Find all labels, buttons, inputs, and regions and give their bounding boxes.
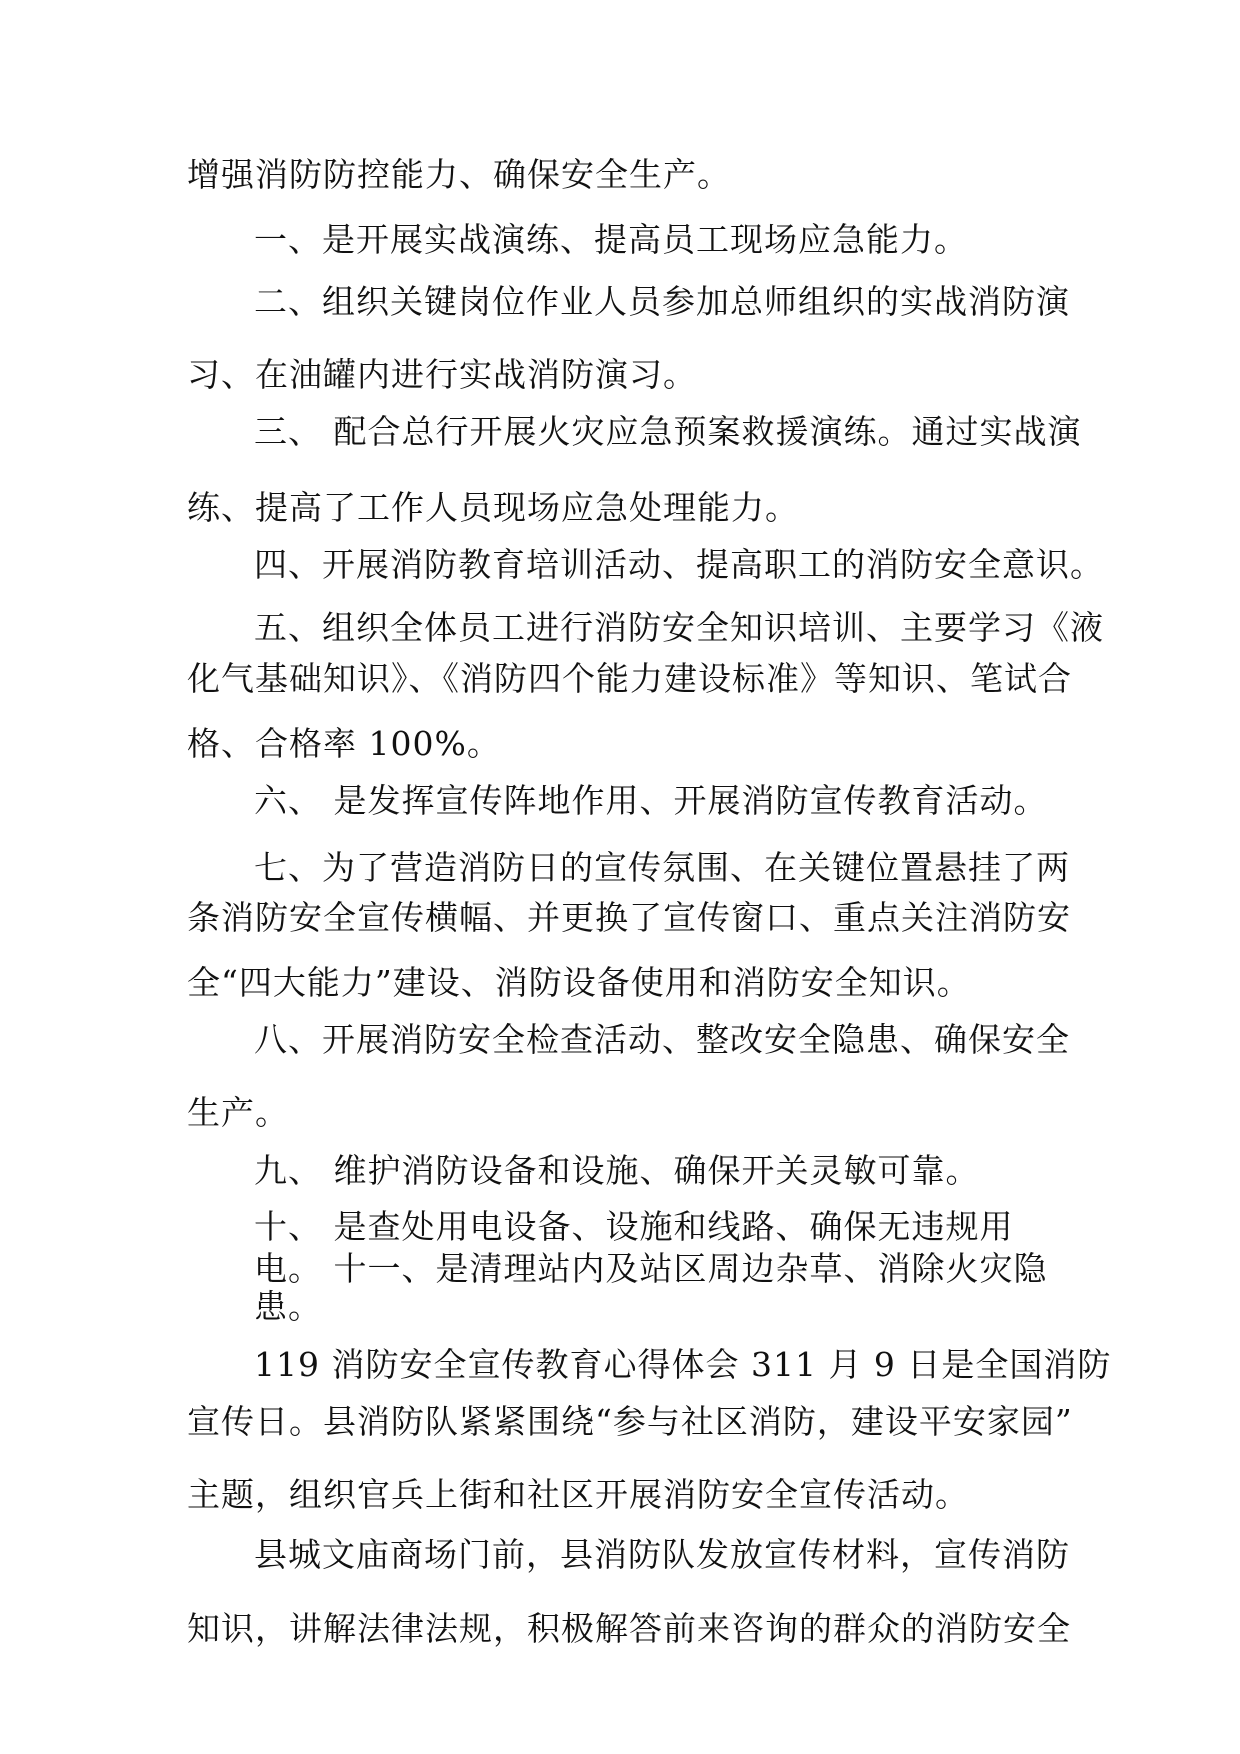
text-line: 化气基础知识》、《消防四个能力建设标准》等知识、笔试合 [187, 659, 1072, 698]
text-line: 宣传日。县消防队紧紧围绕“参与社区消防，建设平安家园” [187, 1402, 1073, 1441]
text-line: 练、提高了工作人员现场应急处理能力。 [187, 488, 799, 527]
text-line: 县城文庙商场门前，县消防队发放宣传材料，宣传消防 [254, 1535, 1070, 1574]
text-line: 条消防安全宣传横幅、并更换了宣传窗口、重点关注消防安 [187, 898, 1071, 937]
text-line: 六、 是发挥宣传阵地作用、开展消防宣传教育活动。 [254, 781, 1048, 820]
text-line: 四、开展消防教育培训活动、提高职工的消防安全意识。 [254, 545, 1104, 584]
text-line: 知识，讲解法律法规，积极解答前来咨询的群众的消防安全 [187, 1609, 1071, 1648]
text-line: 生产。 [187, 1093, 289, 1132]
text-line: 三、 配合总行开展火灾应急预案救援演练。通过实战演 [254, 412, 1082, 451]
text-line: 电。 十一、是清理站内及站区周边杂草、消除火灾隐 [254, 1249, 1048, 1288]
text-line: 九、 维护消防设备和设施、确保开关灵敏可靠。 [254, 1151, 980, 1190]
text-line: 习、在油罐内进行实战消防演习。 [187, 355, 697, 394]
text-line: 七、为了营造消防日的宣传氛围、在关键位置悬挂了两 [254, 848, 1070, 887]
text-line: 增强消防防控能力、确保安全生产。 [187, 155, 731, 194]
text-line: 119 消防安全宣传教育心得体会 311 月 9 日是全国消防 [254, 1345, 1112, 1384]
text-line: 八、开展消防安全检查活动、整改安全隐患、确保安全 [254, 1020, 1070, 1059]
text-line: 一、是开展实战演练、提高员工现场应急能力。 [254, 220, 968, 259]
text-line: 患。 [254, 1287, 322, 1326]
text-line: 二、组织关键岗位作业人员参加总师组织的实战消防演 [254, 282, 1070, 321]
text-line: 格、合格率 100%。 [187, 724, 501, 763]
text-line: 十、 是查处用电设备、设施和线路、确保无违规用 [254, 1207, 1014, 1246]
text-line: 主题，组织官兵上街和社区开展消防安全宣传活动。 [187, 1475, 969, 1514]
text-line: 五、组织全体员工进行消防安全知识培训、主要学习《液 [254, 608, 1104, 647]
text-line: 全“四大能力”建设、消防设备使用和消防安全知识。 [187, 963, 971, 1002]
